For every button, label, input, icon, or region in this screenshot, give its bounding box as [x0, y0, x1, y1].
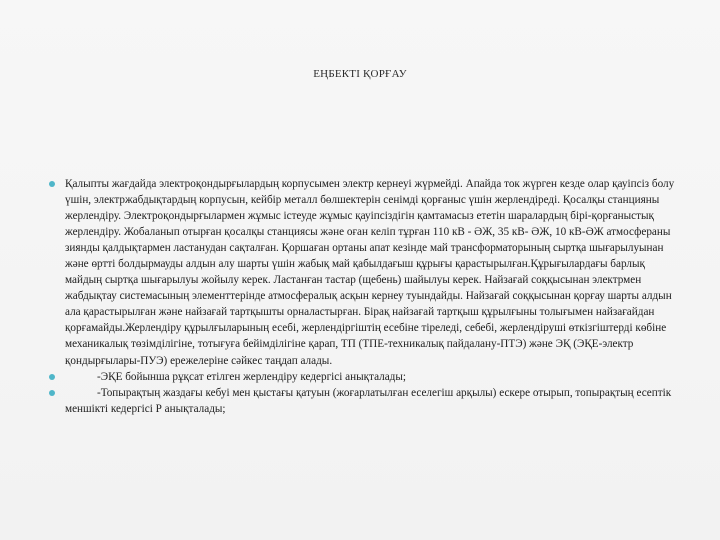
bullet-item: [48, 369, 684, 385]
bullet-item: [48, 176, 684, 369]
bullet-dot-icon: [49, 181, 55, 187]
bullet-list: [48, 176, 684, 417]
bullet-text: Қалыпты жағдайда электроқондырғылардың корпусымен электр кернеуі жүрмейді. Апайда ток жүрген кезде олар қауіпсіз болу үшін, электржабдықтардың корпусын, кейбір металл бөлшектерін сенімді қорғаныс үшін жерлендіреді. Қосалқы станцияны жерлендіру. Электроқондырғылармен жұмыс істеуде жұмыс қауіпсіздігін қамтамасыз ететін шаралардың бірі-қорғаныстық жерлендіру. Жобаланып отырған қосалқы станциясы және оған келіп тұрған 110 кВ - ӘЖ, 35 кВ- ӘЖ, 10 кВ-ӘЖ атмосфераны зиянды қалдықтармен ластанудан сақталған. Қоршаған ортаны апат кезінде май трансформаторының сыртқа шығарылуынан және өртті болдырмауды алдын алу шарты үшін жабық май қабылдағыш құрығы қарастырылған.Құрығылардағы барлық майдың сыртқа шығарылуы жойылу керек. Ластанған тастар (щебень) шайылуы керек. Найзағай соққысынан электрмен жабдықтау системасының элементтерінде атмосфералық асқын кернеу туындайды. Найзағай соққысынан қорғау шарты алдын ала қарастырылған және найзағай тартқышты орналастырған. Бірақ найзағай тартқыш құрылғыны толығымен найзағайдан қорғамайды.Жерлендіру құрылғыларының есебі, жерлендіргіштің есебіне тіреледі, себебі, жерлендіруші өткізгіштерді көбіне механикалық төзімділігіне, тотығуға бейімділігіне қарап, ТП (ТПЕ-техникалық пайдалану-ПТЭ) және ЭҚ (ЭҚЕ-электр қондырғылары-ПУЭ) ережелеріне сәйкес таңдап алады.: [65, 178, 675, 367]
bullet-dot-icon: [49, 374, 55, 380]
bullet-text: -ЭҚЕ бойынша рұқсат етілген жерлендіру кедергісі анықталады;: [97, 370, 406, 383]
bullet-dot-icon: [49, 390, 55, 396]
bullet-item: [48, 385, 684, 417]
bullet-text: -Топырақтың жаздағы кебуі мен қыстағы қатуын (жоғарлатылған еселегіш арқылы) ескере отырып, топырақтың есептік меншікті кедергісі Р анықталады;: [65, 386, 672, 415]
page-title: ЕҢБЕКТІ ҚОРҒАУ: [313, 68, 407, 80]
